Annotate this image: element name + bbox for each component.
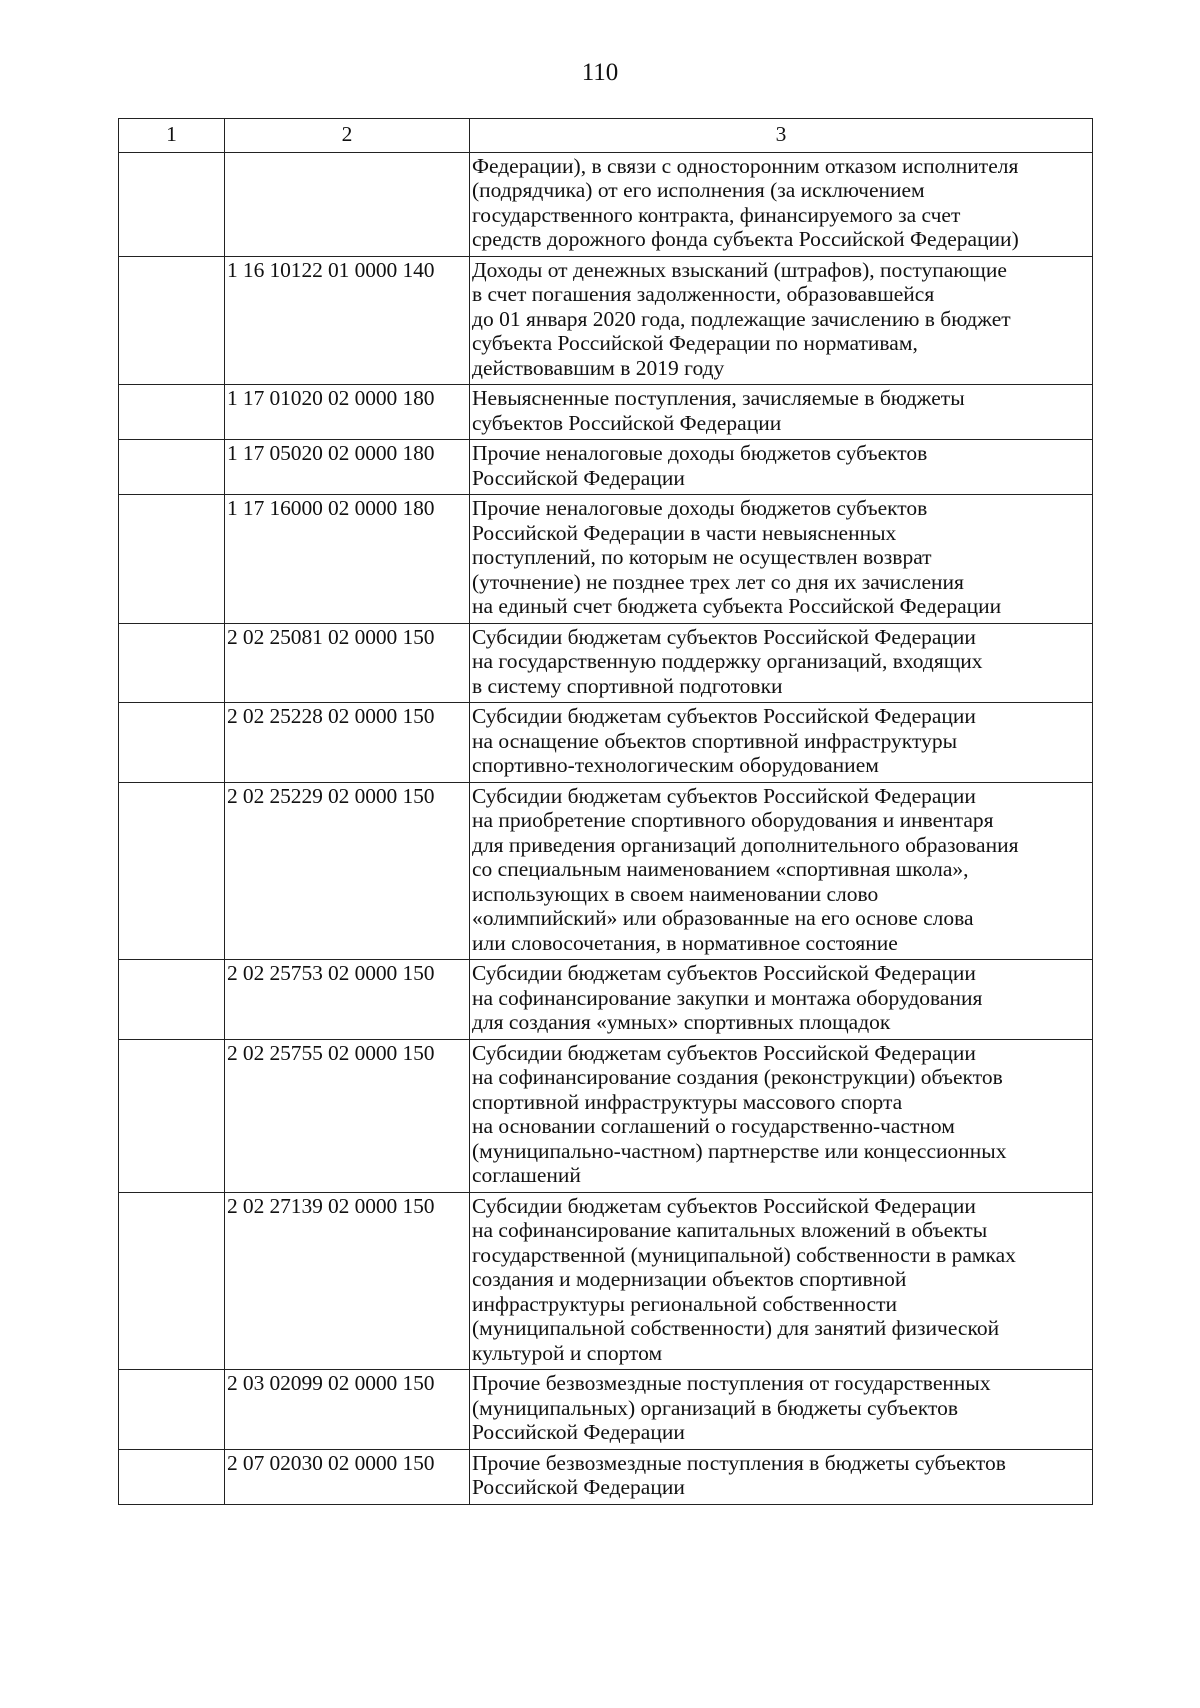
table-body bbox=[119, 152, 1093, 1504]
income-description-cell bbox=[470, 1192, 1093, 1370]
row-number-cell bbox=[119, 623, 225, 703]
description-line: Субсидии бюджетам субъектов Российской Федерации bbox=[472, 624, 976, 649]
description-line: на софинансирование капитальных вложений в объекты bbox=[472, 1218, 988, 1242]
column-header-3: 3 bbox=[470, 119, 1093, 153]
budget-code-cell: 2 02 25753 02 0000 150 bbox=[225, 960, 470, 1040]
page-number: 110 bbox=[581, 59, 619, 86]
description-line: субъекта Российской Федерации по нормативам, bbox=[472, 331, 918, 355]
description-line: для создания «умных» спортивных площадок bbox=[472, 1010, 891, 1034]
description-line: средств дорожного фонда субъекта Российской Федерации) bbox=[472, 227, 1019, 251]
budget-code-cell: 1 17 05020 02 0000 180 bbox=[225, 440, 470, 495]
row-number-cell bbox=[119, 256, 225, 385]
description-line: использующих в своем наименовании слово bbox=[472, 881, 879, 906]
table-header-row bbox=[119, 119, 1093, 153]
income-description-cell bbox=[470, 152, 1093, 256]
column-header-2: 2 bbox=[225, 119, 470, 153]
budget-code-cell: 1 17 01020 02 0000 180 bbox=[225, 385, 470, 440]
budget-classification-table bbox=[118, 118, 1093, 1505]
description-line: для приведения организаций дополнительного образования bbox=[472, 832, 1019, 857]
budget-code-cell: 2 02 25228 02 0000 150 bbox=[225, 703, 470, 783]
table-row bbox=[119, 495, 1093, 624]
description-line: на оснащение объектов спортивной инфраструктуры bbox=[472, 728, 958, 753]
description-line: в счет погашения задолженности, образовавшейся bbox=[472, 282, 935, 306]
table-row bbox=[119, 385, 1093, 440]
row-number-cell bbox=[119, 495, 225, 624]
table-row bbox=[119, 1449, 1093, 1504]
description-line: Федерации), в связи с односторонним отказом исполнителя bbox=[472, 153, 1019, 178]
table-row bbox=[119, 782, 1093, 960]
description-line: спортивно-технологическим оборудованием bbox=[472, 753, 879, 777]
description-line: на государственную поддержку организаций, входящих bbox=[472, 649, 983, 673]
description-line: Прочие безвозмездные поступления от государственных bbox=[472, 1371, 991, 1395]
income-description-cell bbox=[470, 623, 1093, 703]
description-line: на софинансирование создания (реконструкции) объектов bbox=[472, 1065, 1003, 1089]
income-description-cell bbox=[470, 1370, 1093, 1450]
description-line: на единый счет бюджета субъекта Российской Федерации bbox=[472, 594, 1002, 618]
description-line: Невыясненные поступления, зачисляемые в бюджеты bbox=[472, 386, 965, 410]
description-line: Субсидии бюджетам субъектов Российской Федерации bbox=[472, 783, 976, 808]
income-description-cell bbox=[470, 385, 1093, 440]
table-row bbox=[119, 440, 1093, 495]
description-line: Прочие безвозмездные поступления в бюджеты субъектов bbox=[472, 1450, 1006, 1475]
row-number-cell bbox=[119, 440, 225, 495]
income-description-cell bbox=[470, 703, 1093, 783]
description-line: Субсидии бюджетам субъектов Российской Федерации bbox=[472, 961, 976, 985]
income-description-cell bbox=[470, 960, 1093, 1040]
income-description-cell bbox=[470, 256, 1093, 385]
income-description-cell bbox=[470, 495, 1093, 624]
description-line: Российской Федерации bbox=[472, 1475, 685, 1499]
description-line: государственной (муниципальной) собственности в рамках bbox=[472, 1242, 1016, 1267]
description-line: (муниципальной собственности) для занятий физической bbox=[472, 1316, 1000, 1340]
description-line: в систему спортивной подготовки bbox=[472, 673, 783, 698]
row-number-cell bbox=[119, 1370, 225, 1450]
row-number-cell bbox=[119, 1039, 225, 1192]
description-line: (уточнение) не позднее трех лет со дня их зачисления bbox=[472, 569, 964, 594]
description-line: Прочие неналоговые доходы бюджетов субъектов bbox=[472, 441, 928, 465]
budget-code-cell bbox=[225, 152, 470, 256]
description-line: Доходы от денежных взысканий (штрафов), поступающие bbox=[472, 257, 1007, 282]
budget-code-cell: 1 16 10122 01 0000 140 bbox=[225, 256, 470, 385]
description-line: на приобретение спортивного оборудования и инвентаря bbox=[472, 808, 994, 832]
description-line: со специальным наименованием «спортивная школа», bbox=[472, 857, 969, 881]
description-line: «олимпийский» или образованные на его основе слова bbox=[472, 906, 974, 930]
row-number-cell bbox=[119, 1449, 225, 1504]
description-line: культурой и спортом bbox=[472, 1340, 663, 1365]
description-line: или словосочетания, в нормативное состояние bbox=[472, 930, 898, 955]
table-row bbox=[119, 703, 1093, 783]
table-row bbox=[119, 152, 1093, 256]
budget-code-cell: 1 17 16000 02 0000 180 bbox=[225, 495, 470, 624]
description-line: (муниципальных) организаций в бюджеты субъектов bbox=[472, 1395, 959, 1420]
description-line: субъектов Российской Федерации bbox=[472, 410, 782, 435]
description-line: государственного контракта, финансируемого за счет bbox=[472, 202, 961, 227]
table-row bbox=[119, 1039, 1093, 1192]
description-line: спортивной инфраструктуры массового спорта bbox=[472, 1089, 903, 1114]
description-line: на софинансирование закупки и монтажа оборудования bbox=[472, 985, 983, 1010]
description-line: Прочие неналоговые доходы бюджетов субъектов bbox=[472, 496, 928, 520]
table-row bbox=[119, 256, 1093, 385]
row-number-cell bbox=[119, 703, 225, 783]
table-row bbox=[119, 960, 1093, 1040]
income-description-cell bbox=[470, 440, 1093, 495]
description-line: поступлений, по которым не осуществлен возврат bbox=[472, 545, 932, 569]
income-description-cell bbox=[470, 1449, 1093, 1504]
row-number-cell bbox=[119, 782, 225, 960]
description-line: Российской Федерации bbox=[472, 465, 685, 490]
description-line: (муниципально-частном) партнерстве или концессионных bbox=[472, 1138, 1007, 1163]
description-line: Субсидии бюджетам субъектов Российской Федерации bbox=[472, 1193, 976, 1218]
budget-code-cell: 2 03 02099 02 0000 150 bbox=[225, 1370, 470, 1450]
table-row bbox=[119, 1192, 1093, 1370]
description-line: Российской Федерации bbox=[472, 1420, 685, 1444]
column-header-1: 1 bbox=[119, 119, 225, 153]
description-line: создания и модернизации объектов спортивной bbox=[472, 1267, 907, 1291]
row-number-cell bbox=[119, 152, 225, 256]
description-line: действовавшим в 2019 году bbox=[472, 355, 725, 380]
description-line: Субсидии бюджетам субъектов Российской Федерации bbox=[472, 704, 976, 728]
budget-code-cell: 2 02 25755 02 0000 150 bbox=[225, 1039, 470, 1192]
income-description-cell bbox=[470, 1039, 1093, 1192]
table-row bbox=[119, 1370, 1093, 1450]
description-line: инфраструктуры региональной собственности bbox=[472, 1291, 898, 1316]
row-number-cell bbox=[119, 960, 225, 1040]
description-line: Субсидии бюджетам субъектов Российской Федерации bbox=[472, 1040, 976, 1065]
description-line: до 01 января 2020 года, подлежащие зачислению в бюджет bbox=[472, 306, 1011, 331]
budget-code-cell: 2 02 25229 02 0000 150 bbox=[225, 782, 470, 960]
description-line: на основании соглашений о государственно-частном bbox=[472, 1114, 955, 1138]
description-line: Российской Федерации в части невыясненных bbox=[472, 520, 897, 545]
budget-code-cell: 2 02 25081 02 0000 150 bbox=[225, 623, 470, 703]
row-number-cell bbox=[119, 385, 225, 440]
row-number-cell bbox=[119, 1192, 225, 1370]
budget-code-cell: 2 07 02030 02 0000 150 bbox=[225, 1449, 470, 1504]
description-line: (подрядчика) от его исполнения (за исключением bbox=[472, 178, 925, 202]
table-row bbox=[119, 623, 1093, 703]
budget-code-cell: 2 02 27139 02 0000 150 bbox=[225, 1192, 470, 1370]
description-line: соглашений bbox=[472, 1163, 581, 1187]
income-description-cell bbox=[470, 782, 1093, 960]
